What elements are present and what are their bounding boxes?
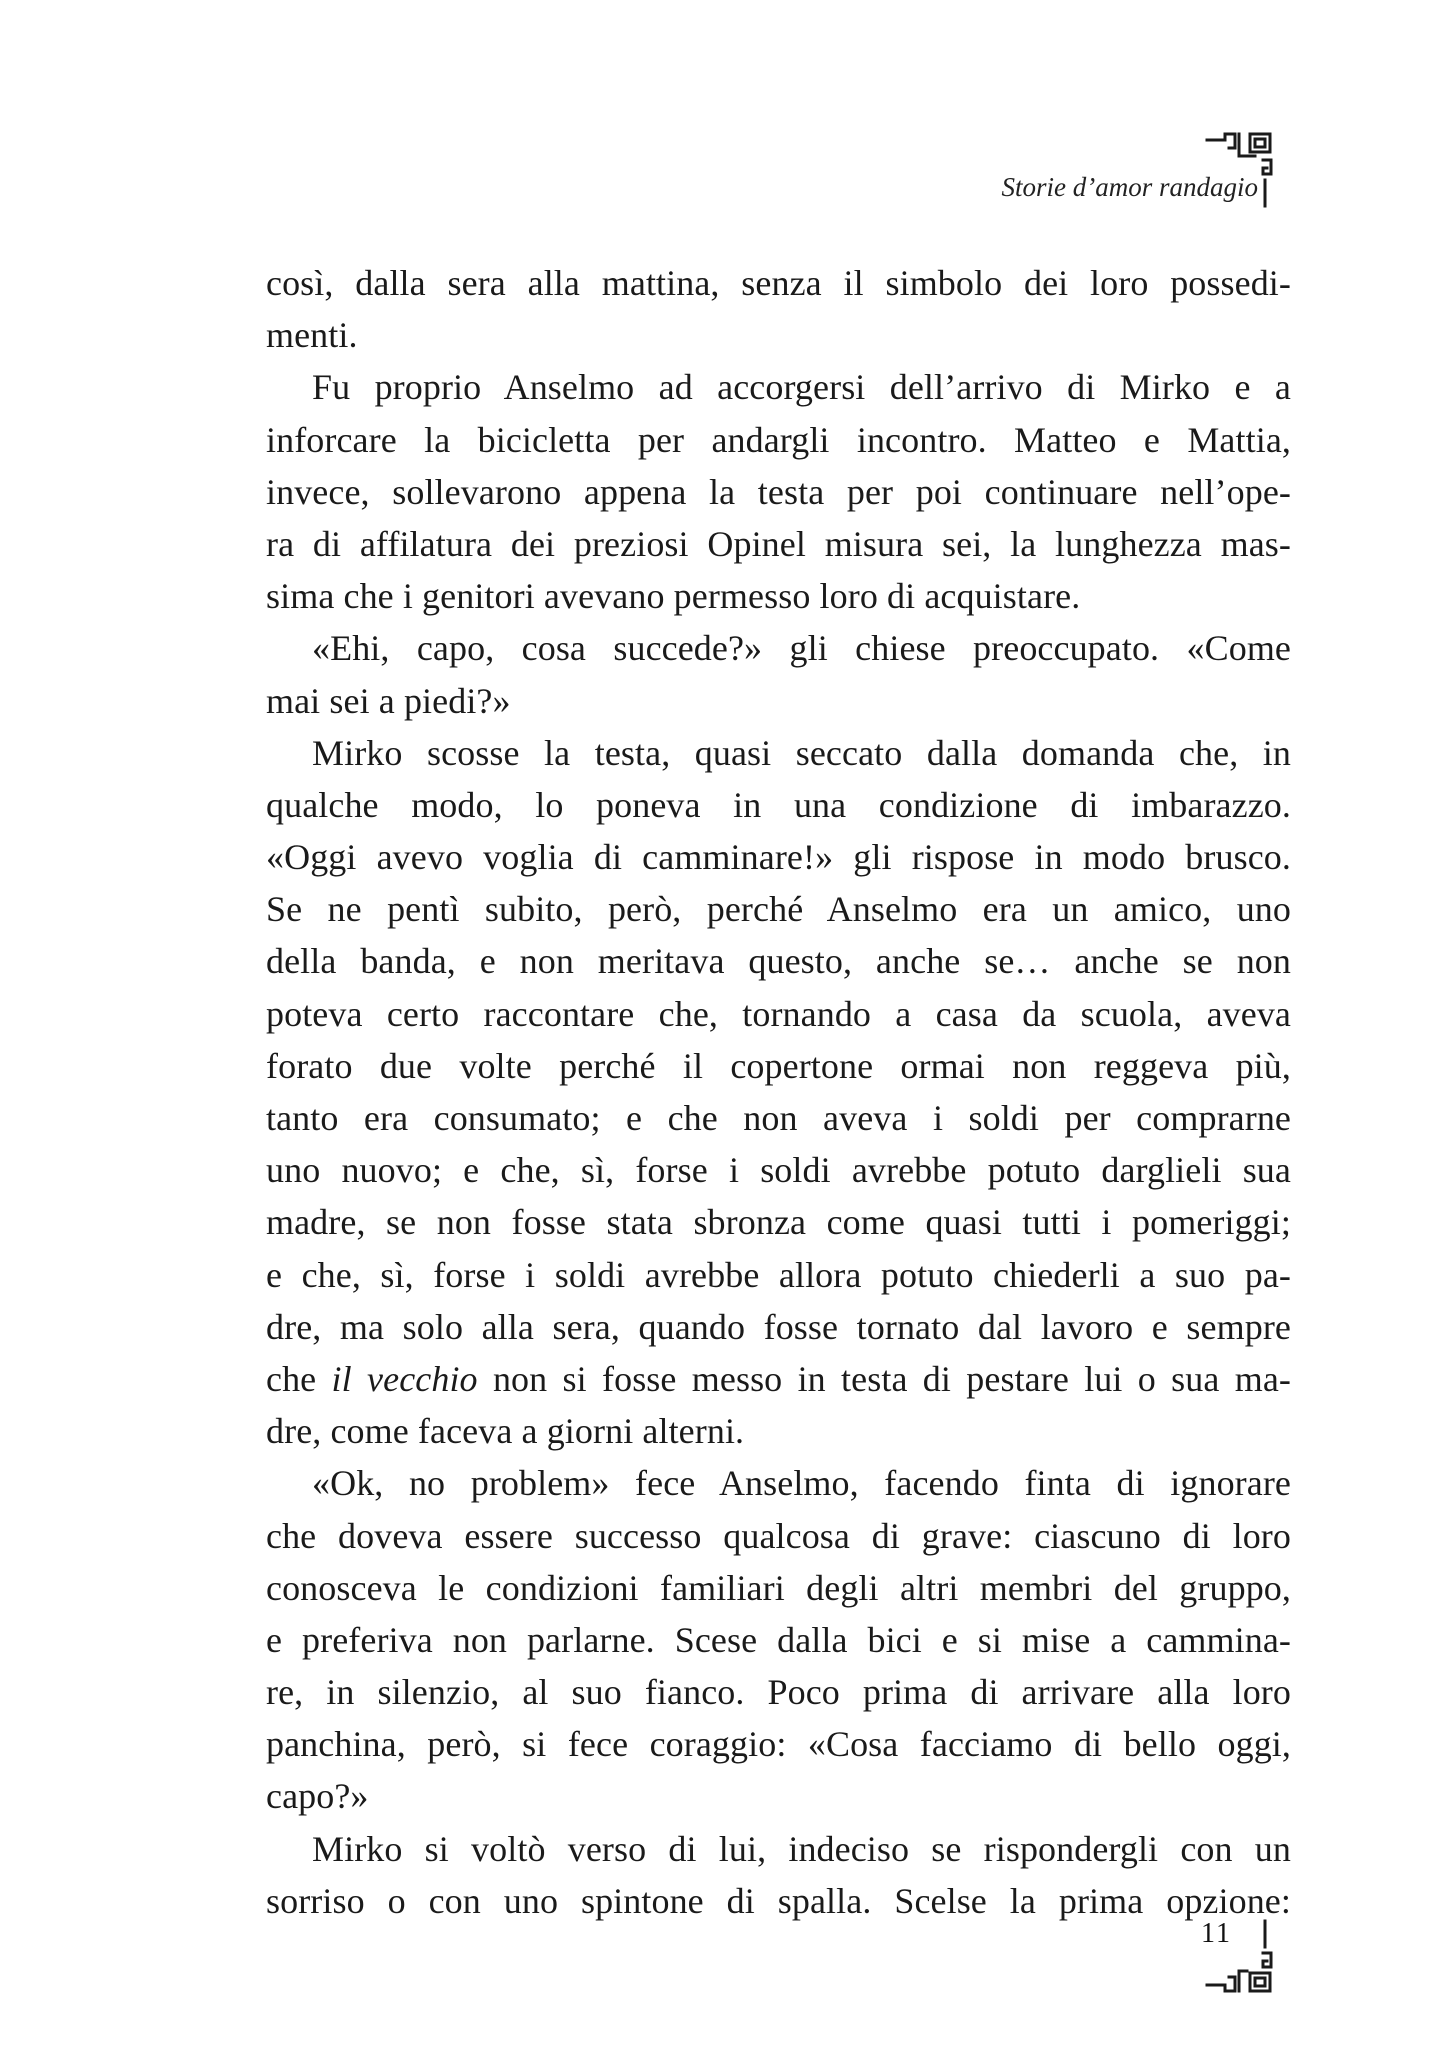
text-segment: che: [266, 1358, 332, 1399]
greek-key-corner-ornament-icon: [1205, 1917, 1275, 1997]
text-line: qualche modo, lo poneva in una condizione di imbarazzo.: [266, 784, 1291, 825]
text-line: e preferiva non parlarne. Scese dalla bici e si mise a cammina-: [266, 1619, 1291, 1660]
running-head: Storie d’amor randagio: [1001, 172, 1258, 202]
text-line: ra di affilatura dei preziosi Opinel misura sei, la lunghezza mas-: [266, 523, 1291, 564]
bottom-corner-ornament: [1205, 1917, 1275, 1997]
text-line: sima che i genitori avevano permesso loro di acquistare.: [266, 576, 1081, 617]
body-text: [266, 257, 1291, 1927]
text-line: della banda, e non meritava questo, anche se… anche se non: [266, 941, 1291, 982]
text-line: che doveva essere successo qualcosa di grave: ciascuno di loro: [266, 1515, 1291, 1556]
text-segment: non si fosse messo in testa di pestare lui o sua ma-: [477, 1358, 1292, 1399]
text-line: così, dalla sera alla mattina, senza il simbolo dei loro possedi-: [266, 263, 1291, 303]
text-line: conosceva le condizioni familiari degli altri membri del gruppo,: [266, 1567, 1291, 1608]
italic-phrase: il vecchio: [331, 1358, 478, 1399]
text-line: uno nuovo; e che, sì, forse i soldi avrebbe potuto darglieli sua: [266, 1150, 1291, 1191]
text-line: re, in silenzio, al suo fianco. Poco prima di arrivare alla loro: [266, 1672, 1291, 1713]
text-line: Mirko scosse la testa, quasi seccato dalla domanda che, in: [312, 732, 1291, 773]
text-line: panchina, però, si fece coraggio: «Cosa facciamo di bello oggi,: [266, 1724, 1291, 1765]
text-line: poteva certo raccontare che, tornando a casa da scuola, aveva: [266, 993, 1291, 1034]
text-line: menti.: [266, 315, 358, 356]
text-line: capo?»: [266, 1776, 369, 1817]
text-line: Fu proprio Anselmo ad accorgersi dell’arrivo di Mirko e a: [312, 367, 1291, 408]
text-line: tanto era consumato; e che non aveva i soldi per comprarne: [266, 1098, 1291, 1138]
text-line: mai sei a piedi?»: [266, 680, 511, 721]
text-line: forato due volte perché il copertone ormai non reggeva più,: [266, 1045, 1291, 1086]
text-line: Se ne pentì subito, però, perché Anselmo era un amico, uno: [266, 889, 1291, 930]
text-line: «Oggi avevo voglia di camminare!» gli rispose in modo brusco.: [266, 837, 1291, 878]
text-line: dre, come faceva a giorni alterni.: [266, 1411, 745, 1452]
text-line: dre, ma solo alla sera, quando fosse tornato dal lavoro e sempre: [266, 1306, 1291, 1347]
text-line: [266, 1353, 1291, 1405]
text-line: invece, sollevarono appena la testa per poi continuare nell’ope-: [266, 471, 1291, 512]
text-line: sorriso o con uno spintone di spalla. Scelse la prima opzione:: [266, 1880, 1291, 1921]
text-line: inforcare la bicicletta per andargli incontro. Matteo e Mattia,: [266, 419, 1291, 460]
text-line: «Ehi, capo, cosa succede?» gli chiese preoccupato. «Come: [312, 628, 1291, 669]
text-line: Mirko si voltò verso di lui, indeciso se rispondergli con un: [312, 1828, 1291, 1869]
text-line: «Ok, no problem» fece Anselmo, facendo finta di ignorare: [312, 1463, 1291, 1504]
text-line: e che, sì, forse i soldi avrebbe allora potuto chiederli a suo pa-: [266, 1254, 1291, 1295]
text-line: madre, se non fosse stata sbronza come quasi tutti i pomeriggi;: [266, 1202, 1291, 1243]
page-number: 11: [1201, 1918, 1232, 1949]
